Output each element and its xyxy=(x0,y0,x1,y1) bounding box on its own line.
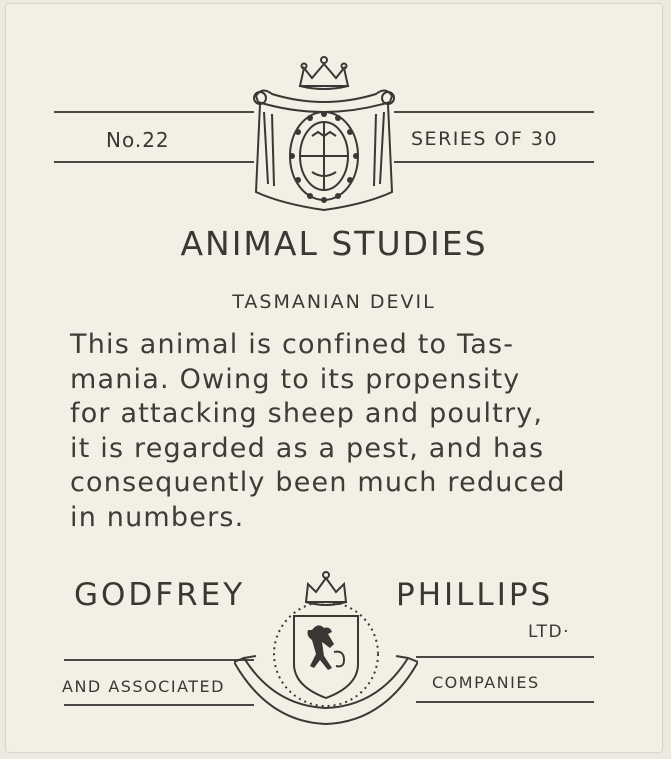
card-title: ANIMAL STUDIES xyxy=(180,224,488,263)
card-number: No.22 xyxy=(106,128,170,152)
top-rule-left-upper xyxy=(54,111,254,113)
crowned-coat-of-arms-icon xyxy=(242,52,406,216)
maker-name-left: GODFREY xyxy=(74,577,246,613)
top-rule-left-lower xyxy=(54,161,254,163)
description-line: This animal is confined to Tas- xyxy=(70,329,515,360)
description-line: for attacking sheep and poultry, xyxy=(70,398,544,429)
top-rule-right-lower xyxy=(394,161,594,163)
top-rule-right-upper xyxy=(394,111,594,113)
maker-ltd: LTD· xyxy=(528,622,571,642)
cigarette-card xyxy=(6,4,662,752)
companies-label: COMPANIES xyxy=(432,673,540,692)
card-subtitle: TASMANIAN DEVIL xyxy=(232,291,436,313)
crowned-lion-shield-icon xyxy=(234,566,418,726)
description-text xyxy=(70,328,600,535)
bottom-rule-left-lower xyxy=(64,704,254,706)
bottom-rule-right-lower xyxy=(416,701,594,703)
maker-name-right: PHILLIPS xyxy=(396,577,554,613)
description-line: consequently been much reduced xyxy=(70,467,566,498)
series-label: SERIES OF 30 xyxy=(411,128,559,150)
associated-label: AND ASSOCIATED xyxy=(62,677,225,696)
bottom-rule-left-upper xyxy=(64,659,254,661)
description-line: mania. Owing to its propensity xyxy=(70,363,521,395)
bottom-rule-right-upper xyxy=(416,656,594,658)
description-line: in numbers. xyxy=(70,501,245,533)
description-line: it is regarded as a pest, and has xyxy=(70,432,545,464)
